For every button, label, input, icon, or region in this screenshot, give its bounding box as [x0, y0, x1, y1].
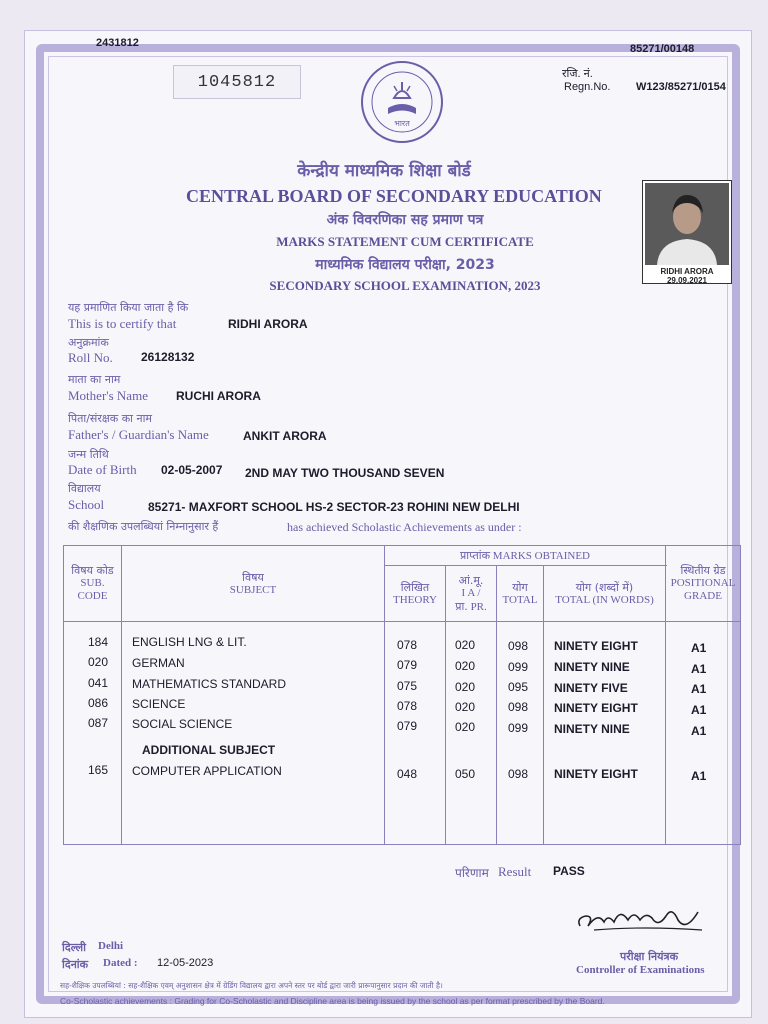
- father-name: ANKIT ARORA: [243, 429, 327, 443]
- cert-title-hindi: अंक विवरणिका सह प्रमाण पत्र: [326, 212, 484, 228]
- row-grade: A1: [691, 682, 707, 696]
- row-subject: MATHEMATICS STANDARD: [132, 677, 287, 691]
- row-total: 098: [508, 639, 529, 653]
- row-grade: A1: [691, 641, 707, 655]
- row-theory: 048: [397, 767, 418, 781]
- father-label: Father's / Guardian's Name: [68, 427, 209, 442]
- result-label: Result: [498, 864, 532, 879]
- dob-value: 02-05-2007: [161, 463, 223, 477]
- row-subject: GERMAN: [132, 656, 185, 670]
- result-hindi: परिणाम: [455, 866, 489, 880]
- note-english: Co-Scholastic achievements : Grading for Co-Scholastic and Discipline area is being issued by the school as per format prescribed by the Board.: [60, 996, 605, 1006]
- row-ia: 050: [455, 767, 476, 781]
- school-label: School: [68, 497, 105, 512]
- header-total-words: [544, 566, 666, 622]
- row-ia: 020: [455, 638, 476, 652]
- row-subject: ENGLISH LNG & LIT.: [132, 635, 247, 649]
- roll-label: Roll No.: [68, 350, 113, 365]
- board-title: CENTRAL BOARD OF SECONDARY EDUCATION: [186, 186, 602, 206]
- regn-value: W123/85271/0154: [636, 81, 726, 93]
- row-words: NINETY EIGHT: [554, 639, 638, 653]
- header-code-hindi: विषय कोड: [71, 564, 114, 578]
- student-name: RIDHI ARORA: [228, 317, 308, 331]
- header-ia-pr: [446, 566, 497, 622]
- row-grade: A1: [691, 662, 707, 676]
- row-words: NINETY EIGHT: [554, 701, 638, 715]
- mother-name: RUCHI ARORA: [176, 389, 261, 403]
- exam-title-hindi: माध्यमिक विद्यालय परीक्षा, 2023: [315, 257, 495, 273]
- roll-hindi: अनुक्रमांक: [68, 336, 109, 349]
- header-ia-label: I A /: [461, 586, 481, 599]
- header-total-label: TOTAL: [502, 593, 538, 606]
- header-words-label: TOTAL (IN WORDS): [555, 593, 654, 606]
- row-code: 087: [88, 716, 109, 730]
- board-title-hindi: केन्द्रीय माध्यमिक शिक्षा बोर्ड: [297, 161, 471, 181]
- dob-hindi: जन्म तिथि: [68, 448, 109, 461]
- header-marks-obtained: [385, 546, 666, 566]
- row-total: 098: [508, 700, 529, 714]
- row-code: 165: [88, 763, 109, 777]
- row-total: 095: [508, 680, 529, 694]
- school-hindi: विद्यालय: [68, 482, 101, 495]
- note-hindi: सह-शैक्षिक उपलब्धियां : सह-शैक्षिक एवम् अनुशासन क्षेत्र में ग्रेडिंग विद्यालय द्वारा अपने स्तर पर बोर्ड द्वारा जारी प्रारूपानुसार प्रदान की जाती है।: [60, 981, 443, 990]
- row-theory: 078: [397, 699, 418, 713]
- additional-subject-label: ADDITIONAL SUBJECT: [142, 743, 276, 757]
- issue-date: 12-05-2023: [157, 957, 214, 969]
- photo-image: [645, 183, 729, 265]
- photo-name: RIDHI ARORA: [660, 267, 714, 276]
- photo-date: 29.09.2021: [666, 276, 708, 285]
- exam-title: SECONDARY SCHOOL EXAMINATION, 2023: [269, 278, 541, 293]
- controller-label: Controller of Examinations: [576, 964, 705, 976]
- row-ia: 020: [455, 659, 476, 673]
- header-pr-hindi: प्रा.: [455, 599, 468, 613]
- header-grade-hindi: स्थितीय ग्रेड: [680, 564, 726, 578]
- header-pr-label: PR.: [470, 600, 487, 613]
- row-theory: 079: [397, 658, 418, 672]
- certify-label: This is to certify that: [68, 316, 177, 331]
- row-words: NINETY NINE: [554, 722, 630, 736]
- row-words: NINETY EIGHT: [554, 767, 638, 781]
- row-theory: 075: [397, 679, 418, 693]
- cert-title: MARKS STATEMENT CUM CERTIFICATE: [276, 234, 534, 249]
- portrait-icon: [645, 183, 729, 265]
- school-name: 85271- MAXFORT SCHOOL HS-2 SECTOR-23 ROHINI NEW DELHI: [148, 500, 520, 514]
- header-ia-hindi: आं.मू.: [458, 573, 484, 587]
- place-label: Delhi: [98, 940, 124, 952]
- header-theory-label: THEORY: [393, 593, 437, 606]
- body-theory-column: [385, 622, 446, 845]
- row-grade: A1: [691, 724, 707, 738]
- row-code: 184: [88, 635, 109, 649]
- row-ia: 020: [455, 700, 476, 714]
- header-total-hindi: योग: [512, 580, 528, 594]
- dob-label: Date of Birth: [68, 462, 137, 477]
- header-sub-code: [64, 546, 122, 622]
- row-code: 020: [88, 655, 109, 669]
- dob-words: 2ND MAY TWO THOUSAND SEVEN: [245, 466, 445, 480]
- controller-hindi: परीक्षा नियंत्रक: [620, 950, 679, 963]
- header-subject-label: SUBJECT: [229, 583, 277, 596]
- cbse-emblem-icon: [360, 60, 444, 144]
- row-subject: SCIENCE: [132, 697, 186, 711]
- row-total: 099: [508, 660, 529, 674]
- certify-hindi: यह प्रमाणित किया जाता है कि: [68, 301, 189, 314]
- place-hindi: दिल्ली: [62, 941, 86, 954]
- header-marks-hindi: प्राप्तांक: [459, 548, 491, 562]
- regn-hindi: रजि. नं.: [562, 68, 593, 80]
- header-subject-hindi: विषय: [242, 570, 264, 584]
- row-theory: 078: [397, 638, 418, 652]
- row-subject: SOCIAL SCIENCE: [132, 717, 233, 731]
- regn-label: Regn.No.: [564, 81, 611, 93]
- achieved-hindi: की शैक्षणिक उपलब्धियां निम्नानुसार हैं: [68, 520, 219, 533]
- marks-table: [63, 545, 741, 845]
- header-theory-hindi: लिखित: [400, 580, 430, 594]
- dated-hindi: दिनांक: [62, 958, 89, 971]
- header-subject: [122, 546, 385, 622]
- controller-signature-icon: [574, 898, 714, 940]
- top-left-number: 2431812: [96, 37, 139, 49]
- mother-hindi: माता का नाम: [68, 373, 121, 386]
- dated-label: Dated :: [103, 957, 138, 969]
- result-value: PASS: [553, 864, 585, 878]
- achieved-label: has achieved Scholastic Achievements as under :: [287, 520, 522, 534]
- header-code-label: SUB. CODE: [77, 577, 108, 603]
- serial-number: 1045812: [173, 65, 301, 99]
- father-hindi: पिता/संरक्षक का नाम: [68, 412, 153, 425]
- row-ia: 020: [455, 720, 476, 734]
- row-words: NINETY FIVE: [554, 681, 628, 695]
- row-words: NINETY NINE: [554, 660, 630, 674]
- roll-number: 26128132: [141, 350, 195, 364]
- top-right-number: 85271/00148: [630, 43, 695, 55]
- header-theory: [385, 566, 446, 622]
- emblem-text: भारत: [394, 119, 410, 128]
- student-photo: [642, 180, 732, 284]
- row-code: 086: [88, 696, 109, 710]
- header-words-hindi: योग (शब्दों में): [575, 580, 634, 594]
- row-code: 041: [88, 676, 109, 690]
- header-grade-label: POSITIONAL GRADE: [670, 577, 736, 603]
- row-total: 098: [508, 767, 529, 781]
- row-theory: 079: [397, 719, 418, 733]
- header-marks-label: MARKS OBTAINED: [492, 549, 591, 562]
- row-grade: A1: [691, 769, 707, 783]
- row-total: 099: [508, 721, 529, 735]
- header-total: [497, 566, 544, 622]
- mother-label: Mother's Name: [68, 388, 148, 403]
- header-grade: [666, 546, 741, 622]
- row-grade: A1: [691, 703, 707, 717]
- row-ia: 020: [455, 680, 476, 694]
- row-subject: COMPUTER APPLICATION: [132, 764, 282, 778]
